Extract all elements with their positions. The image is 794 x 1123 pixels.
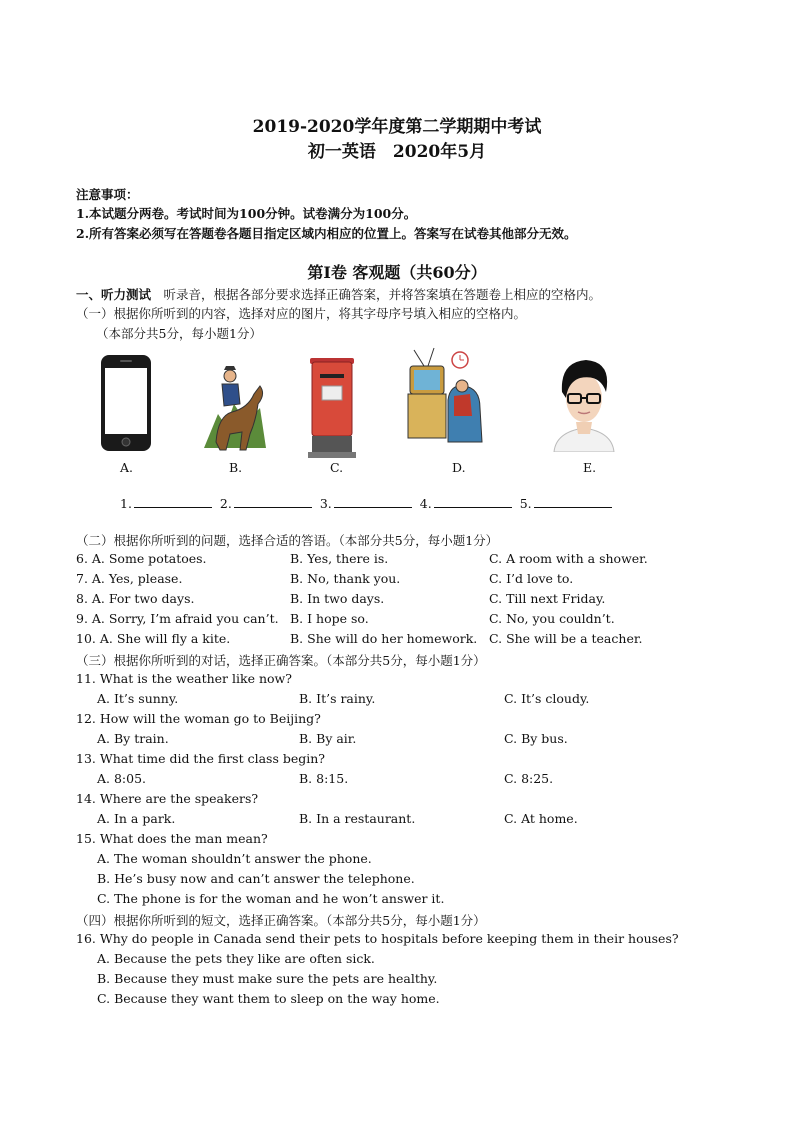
q15-option-b: B. He’s busy now and can’t answer the telephone.	[97, 871, 415, 886]
exam-title: 2019-2020学年度第二学期期中考试	[252, 117, 542, 137]
blank-number: 2.	[219, 496, 232, 511]
q16-option-a: A. Because the pets they like are often sick.	[97, 951, 375, 966]
answer-blank-4[interactable]	[434, 497, 512, 508]
q12-option-b: B. By air.	[299, 731, 357, 746]
answer-blank-1[interactable]	[134, 497, 212, 508]
note-1: 1.本试题分两卷。考试时间为100分钟。试卷满分为100分。	[76, 206, 417, 221]
postbox-icon	[308, 352, 356, 458]
q8-option-a: 8. A. For two days.	[76, 591, 195, 606]
q11-option-b: B. It’s rainy.	[299, 691, 376, 706]
q11-option-c: C. It’s cloudy.	[504, 691, 590, 706]
q9-option-a: 9. A. Sorry, I’m afraid you can’t.	[76, 611, 279, 626]
q16-question: 16. Why do people in Canada send their pets to hospitals before keeping them in their houses?	[76, 931, 679, 946]
picture-label-d: D.	[452, 460, 466, 475]
picture-label-b: B.	[229, 460, 243, 475]
notes-heading: 注意事项：	[76, 187, 139, 202]
young-man-portrait	[546, 352, 622, 452]
answer-blank-2[interactable]	[234, 497, 312, 508]
q6-option-b: B. Yes, there is.	[290, 551, 389, 566]
picture-label-e: E.	[583, 460, 597, 475]
section1-heading: （一）根据你所听到的内容，选择对应的图片，将其字母序号填入相应的空格内。	[76, 306, 527, 321]
q7-option-c: C. I’d love to.	[489, 571, 574, 586]
q15-option-a: A. The woman shouldn’t answer the phone.	[97, 851, 372, 866]
answer-blank-3[interactable]	[334, 497, 412, 508]
q12-question: 12. How will the woman go to Beijing?	[76, 711, 321, 726]
q11-question: 11. What is the weather like now?	[76, 671, 292, 686]
q9-option-c: C. No, you couldn’t.	[489, 611, 615, 626]
q9-option-b: B. I hope so.	[290, 611, 369, 626]
q12-option-c: C. By bus.	[504, 731, 568, 746]
blank-number: 3.	[319, 496, 332, 511]
q13-option-a: A. 8:05.	[97, 771, 147, 786]
q14-option-c: C. At home.	[504, 811, 578, 826]
blank-number: 4.	[419, 496, 432, 511]
tv-watching-icon	[404, 344, 486, 448]
listening-instructions: 听录音，根据各部分要求选择正确答案，并将答案填在答题卷上相应的空格内。	[151, 287, 602, 302]
picture-label-a: A.	[120, 460, 134, 475]
section3-heading: （三）根据你所听到的对话，选择正确答案。（本部分共5分，每小题1分）	[76, 653, 486, 668]
note-2: 2.所有答案必须写在答题卷各题目指定区域内相应的位置上。答案写在试卷其他部分无效。	[76, 226, 577, 241]
q11-option-a: A. It’s sunny.	[97, 691, 179, 706]
picture-label-c: C.	[330, 460, 344, 475]
q14-question: 14. Where are the speakers?	[76, 791, 259, 806]
exam-subtitle: 初一英语 2020年5月	[307, 142, 487, 162]
section4-heading: （四）根据你所听到的短文，选择正确答案。（本部分共5分，每小题1分）	[76, 913, 486, 928]
answer-blank-5[interactable]	[534, 497, 612, 508]
q8-option-c: C. Till next Friday.	[489, 591, 606, 606]
q16-option-c: C. Because they want them to sleep on the way home.	[97, 991, 440, 1006]
q14-option-b: B. In a restaurant.	[299, 811, 416, 826]
blank-number: 5.	[519, 496, 532, 511]
q6-option-c: C. A room with a shower.	[489, 551, 648, 566]
q7-option-b: B. No, thank you.	[290, 571, 401, 586]
q10-option-a: 10. A. She will fly a kite.	[76, 631, 231, 646]
q16-option-b: B. Because they must make sure the pets are healthy.	[97, 971, 438, 986]
q15-question: 15. What does the man mean?	[76, 831, 268, 846]
q10-option-c: C. She will be a teacher.	[489, 631, 643, 646]
listening-section	[76, 285, 601, 303]
section1-scoring: （本部分共5分，每小题1分）	[96, 326, 262, 341]
q12-option-a: A. By train.	[97, 731, 169, 746]
q8-option-b: B. In two days.	[290, 591, 385, 606]
blank-number: 1.	[120, 496, 132, 511]
listening-label: 一、听力测试	[76, 287, 152, 302]
q13-option-c: C. 8:25.	[504, 771, 554, 786]
q13-question: 13. What time did the first class begin?	[76, 751, 325, 766]
q14-option-a: A. In a park.	[97, 811, 176, 826]
horse-rider-icon	[196, 364, 272, 454]
q10-option-b: B. She will do her homework.	[290, 631, 478, 646]
q7-option-a: 7. A. Yes, please.	[76, 571, 183, 586]
smartphone-icon	[100, 354, 152, 452]
q6-option-a: 6. A. Some potatoes.	[76, 551, 207, 566]
part1-title: 第Ⅰ卷 客观题（共60分）	[307, 263, 487, 282]
q13-option-b: B. 8:15.	[299, 771, 349, 786]
answer-blanks	[120, 496, 616, 511]
q15-option-c: C. The phone is for the woman and he won’t answer it.	[97, 891, 445, 906]
section2-heading: （二）根据你所听到的问题，选择合适的答语。（本部分共5分，每小题1分）	[76, 533, 499, 548]
